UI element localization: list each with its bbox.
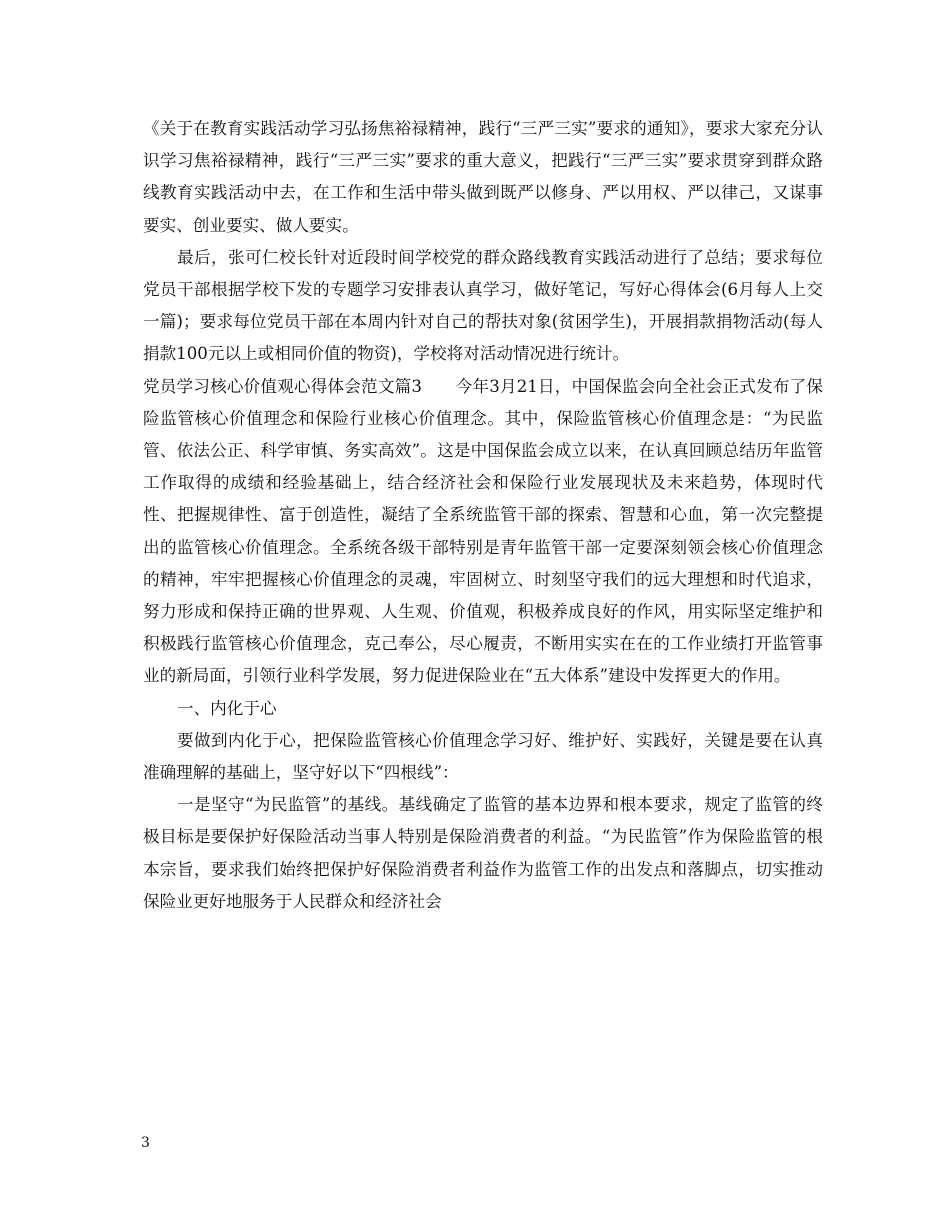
paragraph-four-lines: 要做到内化于心，把保险监管核心价值理念学习好、维护好、实践好，关键是要在认真准确理解的基础上，坚守好以下“四根线”： xyxy=(143,730,823,783)
paragraph-summary: 最后，张可仁校长针对近段时间学校党的群众路线教育实践活动进行了总结；要求每位党员干部根据学校下发的专题学习安排表认真学习，做好笔记，写好心得体会(6月每人上交一篇)；要求每位党员干部在本周内针对自己的帮扶对象(贫困学生)，开展捐款捐物活动(每人捐款100元以上或相同价值的物资)，学校将对活动情况进行统计。 xyxy=(143,247,823,364)
section-heading: 一、内化于心 xyxy=(177,698,277,718)
paragraph-essay-intro: 党员学习核心价值观心得体会范文篇3 今年3月21日，中国保监会向全社会正式发布了保险监管核心价值理念和保险行业核心价值理念。其中，保险监管核心价值理念是：“为民监管、依法公正、科学审慎、务实高效”。这是中国保监会成立以来，在认真回顾总结历年监管工作取得的成绩和经验基础上，结合经济社会和保险行业发展现状及未来趋势，体现时代性、把握规律性、富于创造性，凝结了全系统监管干部的探索、智慧和心血，第一次完整提出的监管核心价值理念。全系统各级干部特别是青年监管干部一定要深刻领会核心价值理念的精神，牢牢把握核心价值理念的灵魂，牢固树立、时刻坚守我们的远大理想和时代追求，努力形成和保持正确的世界观、人生观、价值观，积极养成良好的作风，用实际坚定维护和积极践行监管核心价值理念，克己奉公，尽心履责，不断用实实在在的工作业绩打开监管事业的新局面，引领行业科学发展，努力促进保险业在“五大体系”建设中发挥更大的作用。 xyxy=(143,376,823,686)
paragraph-notice: 《关于在教育实践活动学习弘扬焦裕禄精神，践行“三严三实”要求的通知》，要求大家充分认识学习焦裕禄精神，践行“三严三实”要求的重大意义，把践行“三严三实”要求贯穿到群众路线教育实践活动中去，在工作和生活中带头做到既严以修身、严以用权、严以律己，又谋事要实、创业要实、做人要实。 xyxy=(143,119,823,235)
page-number: 3 xyxy=(141,1135,150,1151)
paragraph-baseline: 一是坚守“为民监管”的基线。基线确定了监管的基本边界和根本要求，规定了监管的终极目标是要保护好保险活动当事人特别是保险消费者的利益。“为民监管”作为保险监管的根本宗旨，要求我们始终把保护好保险消费者利益作为监管工作的出发点和落脚点，切实推动保险业更好地服务于人民群众和经济社会 xyxy=(143,795,823,911)
document-body xyxy=(143,113,823,918)
